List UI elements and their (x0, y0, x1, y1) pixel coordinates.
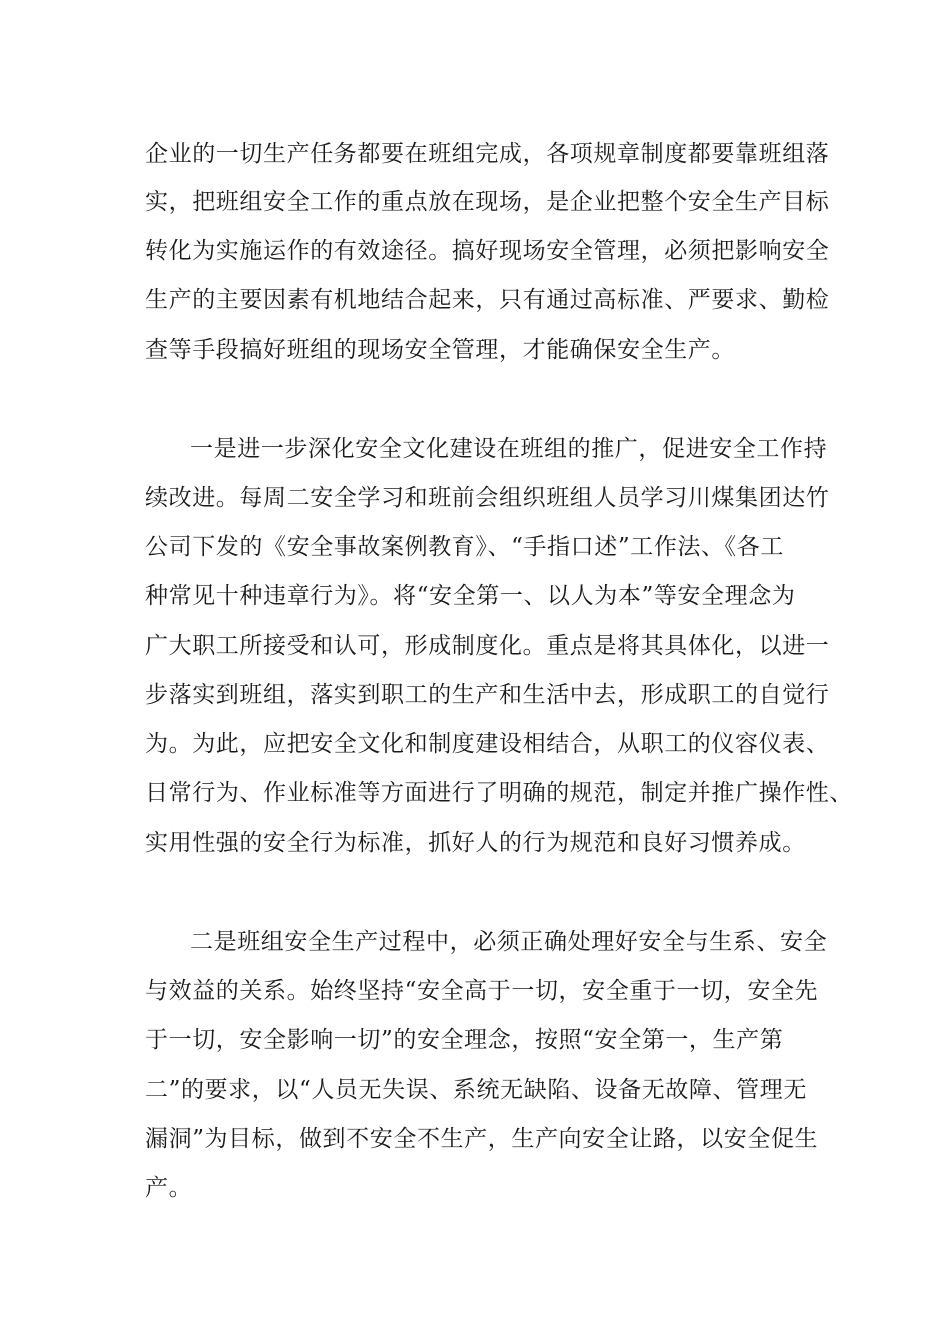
text-line: 于一切，安全影响一切”的安全理念，按照“安全第一，生产第 (145, 1027, 784, 1053)
text-line: 转化为实施运作的有效途径。搞好现场安全管理，必须把影响安全 (145, 238, 830, 264)
text-line: 一是进一步深化安全文化建设在班组的推广，促进安全工作持 (190, 436, 828, 462)
text-line: 种常见十种违章行为》。将“安全第一、以人为本”等安全理念为 (145, 583, 796, 609)
text-line: 二是班组安全生产过程中，必须正确处理好安全与生系、安全 (190, 929, 828, 955)
text-line: 广大职工所接受和认可，形成制度化。重点是将其具体化，以进一 (145, 633, 830, 659)
text-line: 企业的一切生产任务都要在班组完成，各项规章制度都要靠班组落 (145, 141, 830, 167)
text-line: 生产的主要因素有机地结合起来，只有通过高标准、严要求、勤检 (145, 287, 830, 313)
text-line: 实用性强的安全行为标准，抓好人的行为规范和良好习惯养成。 (145, 830, 806, 856)
text-line: 实，把班组安全工作的重点放在现场，是企业把整个安全生产目标 (145, 189, 830, 215)
text-line: 续改进。每周二安全学习和班前会组织班组人员学习川煤集团达竹 (145, 485, 830, 511)
text-line: 公司下发的《安全事故案例教育》、“手指口述”工作法、《各工 (145, 534, 784, 560)
text-line: 漏洞”为目标，做到不安全不生产，生产向安全让路，以安全促生 (145, 1126, 819, 1152)
text-line: 产。 (145, 1175, 193, 1201)
text-line: 与效益的关系。始终坚持“安全高于一切，安全重于一切，安全先 (145, 978, 819, 1004)
text-line: 日常行为、作业标准等方面进行了明确的规范，制定并推广操作性、 (145, 780, 853, 806)
text-line: 二”的要求，以“人员无失误、系统无缺陷、设备无故障、管理无 (145, 1077, 807, 1103)
text-line: 步落实到班组，落实到职工的生产和生活中去，形成职工的自觉行 (145, 682, 830, 708)
text-line: 查等手段搞好班组的现场安全管理，才能确保安全生产。 (145, 337, 735, 363)
text-line: 为。为此，应把安全文化和制度建设相结合，从职工的仪容仪表、 (145, 731, 830, 757)
